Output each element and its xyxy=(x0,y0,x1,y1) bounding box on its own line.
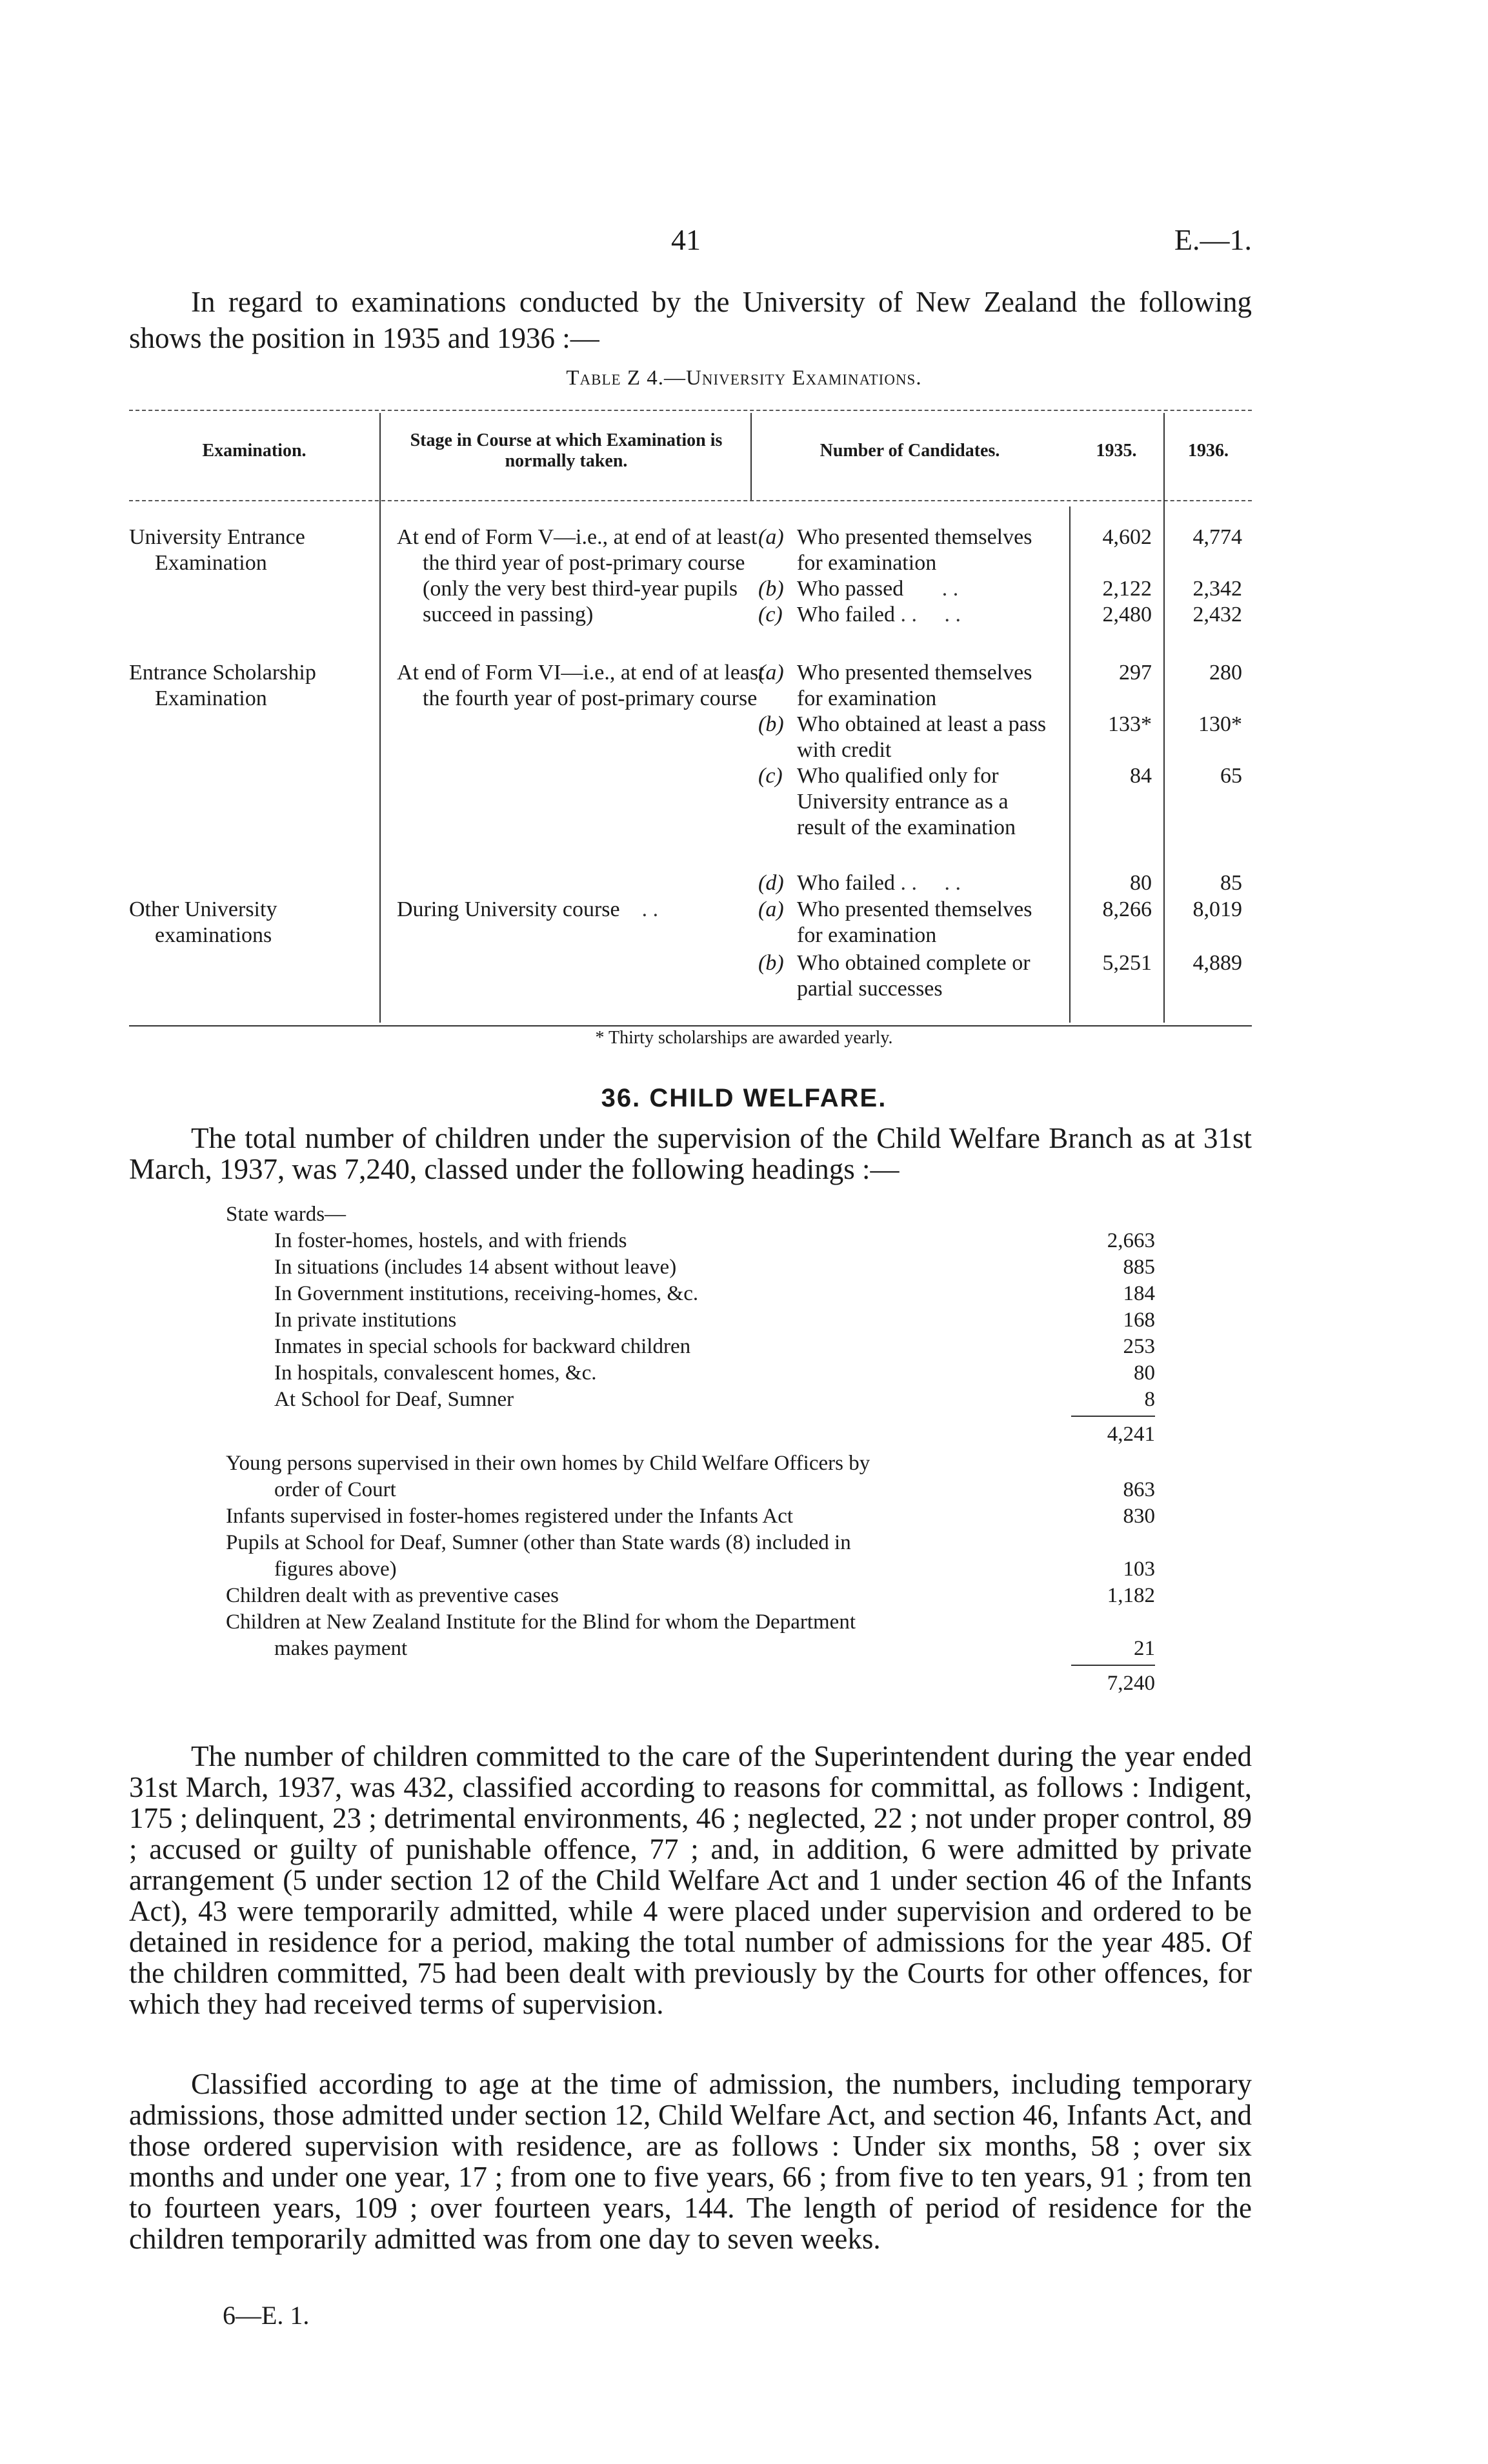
stat-row: In Government institutions, receiving-homes, &c. 184 xyxy=(226,1281,1155,1307)
item-text: Who obtained complete or partial successes xyxy=(797,951,1031,1001)
item-text: Who failed xyxy=(797,603,895,626)
stat-row: In private institutions 168 xyxy=(226,1307,1155,1334)
supervision-statistics xyxy=(226,1201,1155,1699)
header-1935: 1935. xyxy=(1096,441,1137,461)
item-label: (c) xyxy=(758,764,783,788)
table-top-rule xyxy=(129,410,1252,411)
item-label: (b) xyxy=(758,577,784,601)
stat-row: Inmates in special schools for backward children 253 xyxy=(226,1334,1155,1360)
value-1936: 4,889 xyxy=(1192,951,1242,975)
value-1935: 133* xyxy=(1108,712,1152,736)
value-1936: 130* xyxy=(1198,712,1242,736)
exam-stage: At end of Form V—i.e., at end of at least the third year of post-primary course (only the very best third-year pupils succeed in passing) xyxy=(397,525,758,626)
exam-name: Other University examinations xyxy=(129,897,277,947)
stat-value: 80 xyxy=(1134,1361,1155,1385)
value-1935: 4,602 xyxy=(1102,525,1152,549)
stat-value: 885 xyxy=(1123,1256,1155,1279)
value-1936: 65 xyxy=(1220,764,1242,788)
table-bottom-rule xyxy=(129,1025,1252,1027)
stat-value: 1,182 xyxy=(1107,1584,1155,1607)
subtotal-row xyxy=(226,1418,1155,1450)
value-1935: 297 xyxy=(1119,661,1152,685)
header-candidates: Number of Candidates. xyxy=(819,441,1000,461)
value-1936: 8,019 xyxy=(1192,897,1242,921)
value-1936: 280 xyxy=(1209,661,1242,685)
page-footer: 6—E. 1. xyxy=(223,2301,310,2330)
value-1935: 84 xyxy=(1130,764,1152,788)
candidate-item: (c) Who failed . . . . xyxy=(758,603,961,626)
state-wards-total: 4,241 xyxy=(1107,1423,1155,1446)
value-1936: 4,774 xyxy=(1192,525,1242,549)
grand-total-row xyxy=(226,1667,1155,1699)
item-text: Who presented themselves for examination xyxy=(797,525,1032,575)
value-1936: 2,432 xyxy=(1192,603,1242,626)
stat-value: 2,663 xyxy=(1107,1229,1155,1252)
stat-row-continued: makes payment 21 xyxy=(226,1636,1155,1662)
item-label: (a) xyxy=(758,661,784,685)
candidate-item xyxy=(758,660,1061,712)
column-divider xyxy=(1069,506,1071,1023)
value-1935: 80 xyxy=(1130,871,1152,895)
total-rule xyxy=(226,1662,1155,1667)
candidate-item xyxy=(758,763,1061,841)
value-1935: 8,266 xyxy=(1102,897,1152,921)
item-text: Who presented themselves for examination xyxy=(797,897,1032,947)
item-text: Who qualified only for University entrance as a result of the examination xyxy=(797,764,1016,839)
stat-row: In hospitals, convalescent homes, &c. 80 xyxy=(226,1360,1155,1387)
intro-paragraph: In regard to examinations conducted by the University of New Zealand the following shows the position in 1935 and 1936 :— xyxy=(129,286,1252,354)
value-1935: 5,251 xyxy=(1102,951,1152,975)
item-label: (a) xyxy=(758,525,784,549)
state-wards-label: State wards— xyxy=(226,1203,347,1226)
stat-row: Infants supervised in foster-homes registered under the Infants Act 830 xyxy=(226,1503,1155,1530)
item-text: Who presented themselves for examination xyxy=(797,661,1032,710)
item-label: (c) xyxy=(758,603,783,626)
section-heading: 36. CHILD WELFARE. xyxy=(601,1084,887,1112)
stat-row-continued: figures above) 103 xyxy=(226,1556,1155,1583)
stat-value: 253 xyxy=(1123,1335,1155,1358)
stat-row: In situations (includes 14 absent without leave) 885 xyxy=(226,1254,1155,1281)
stat-value: 830 xyxy=(1123,1505,1155,1528)
item-text: Who failed xyxy=(797,871,895,895)
child-welfare-intro: The total number of children under the supervision of the Child Welfare Branch as at 31st March, 1937, was 7,240, classed under the following headings :— xyxy=(129,1122,1252,1185)
exam-name: Entrance Scholarship Examination xyxy=(129,661,316,710)
stat-value: 863 xyxy=(1123,1478,1155,1501)
exam-name: University Entrance Examination xyxy=(129,525,305,575)
header-examination: Examination. xyxy=(202,441,307,461)
candidate-item xyxy=(758,950,1061,1002)
candidate-item: (d) Who failed . . . . xyxy=(758,871,961,895)
exam-stage: At end of Form VI—i.e., at end of at least the fourth year of post-primary course xyxy=(397,661,765,710)
table-footnote: * Thirty scholarships are awarded yearly. xyxy=(595,1028,893,1048)
item-label: (b) xyxy=(758,712,784,736)
page-number: 41 xyxy=(671,223,701,256)
value-1935: 2,480 xyxy=(1102,603,1152,626)
stat-value: 21 xyxy=(1134,1637,1155,1660)
examinations-table xyxy=(129,403,1252,1036)
stat-row: Young persons supervised in their own homes by Child Welfare Officers by xyxy=(226,1452,870,1475)
stat-row: Pupils at School for Deaf, Sumner (other than State wards (8) included in xyxy=(226,1531,851,1554)
age-classification-paragraph: Classified according to age at the time of admission, the numbers, including temporary admissions, those admitted under section 12, Child Welfare Act, and section 46, Infants Act, and those ordered supervision with residence, are as follows : Under six months, 58 ; over six months and under one year, 17 ; from one to five years, 66 ; from five to ten years, 91 ; from ten to fourteen years, 109 ; over fourteen years, 144. The length of period of residence for the children temporarily admitted was from one day to seven weeks. xyxy=(129,2068,1252,2255)
value-1936: 2,342 xyxy=(1192,577,1242,601)
stat-row: Children dealt with as preventive cases 1,182 xyxy=(226,1583,1155,1609)
document-code: E.—1. xyxy=(1174,223,1252,256)
page-header xyxy=(129,223,1252,261)
stat-row: Children at New Zealand Institute for the Blind for whom the Department xyxy=(226,1610,856,1634)
subtotal-rule xyxy=(226,1413,1155,1418)
table-caption: Table Z 4.—University Examinations. xyxy=(566,366,922,390)
item-text: Who passed xyxy=(797,577,904,601)
stat-value: 168 xyxy=(1123,1308,1155,1332)
item-text: Who obtained at least a pass with credit xyxy=(797,712,1047,762)
value-1935: 2,122 xyxy=(1102,577,1152,601)
stat-row: In foster-homes, hostels, and with friends 2,663 xyxy=(226,1228,1155,1254)
stat-row: At School for Deaf, Sumner 8 xyxy=(226,1387,1155,1413)
grand-total: 7,240 xyxy=(1107,1672,1155,1695)
item-label: (b) xyxy=(758,951,784,975)
header-1936: 1936. xyxy=(1188,441,1229,461)
candidate-item: (b) Who passed . . xyxy=(758,577,959,601)
committal-paragraph: The number of children committed to the care of the Superintendent during the year ended 31st March, 1937, was 432, classified according to reasons for committal, as follows : Indigent, 175 ; delinquent, 23 ; detrimental environments, 46 ; neglected, 22 ; not under proper control, 89 ; accused or guilty of punishable offence, 77 ; and, in addition, 6 were admitted by private arrangement (5 under section 12 of the Child Welfare Act and 1 under section 46 of the Infants Act), 43 were temporarily admitted, while 4 were placed under supervision and ordered to be detained in residence for a period, making the total number of admissions for the year 485. Of the children committed, 75 had been dealt with previously by the Courts for other offences, for which they had received terms of supervision. xyxy=(129,1740,1252,2020)
header-stage: Stage in Course at which Examination is normally taken. xyxy=(410,430,723,471)
stat-value: 184 xyxy=(1123,1282,1155,1305)
exam-stage: During University course . . xyxy=(397,897,659,921)
stat-row-continued: order of Court 863 xyxy=(226,1477,1155,1503)
item-label: (d) xyxy=(758,871,784,895)
candidate-item xyxy=(758,525,1061,576)
state-wards-label-row xyxy=(226,1201,1155,1228)
candidate-item xyxy=(758,712,1061,763)
item-label: (a) xyxy=(758,897,784,921)
stat-value: 103 xyxy=(1123,1558,1155,1581)
column-divider xyxy=(750,413,752,500)
candidate-item xyxy=(758,897,1061,948)
value-1936: 85 xyxy=(1220,871,1242,895)
table-header-rule xyxy=(129,500,1252,501)
stat-value: 8 xyxy=(1144,1388,1155,1411)
